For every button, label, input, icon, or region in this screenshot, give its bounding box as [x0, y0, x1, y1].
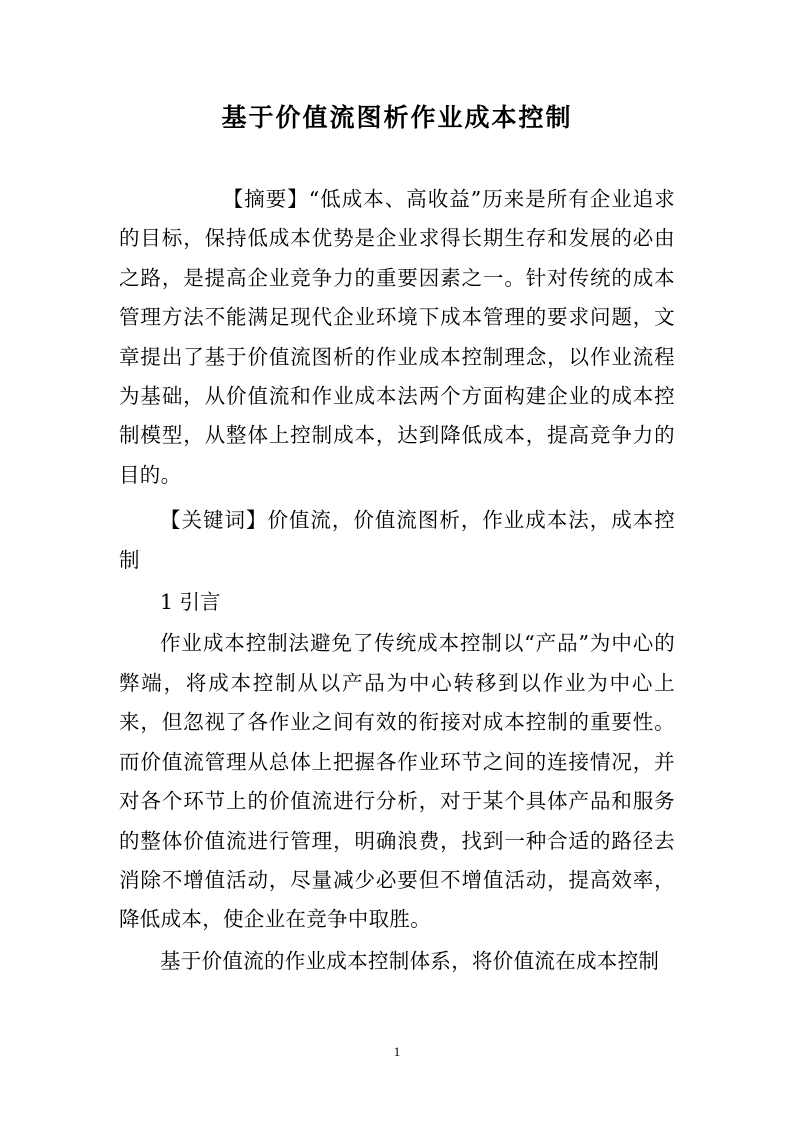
- body-paragraph-2: 基于价值流的作业成本控制体系，将价值流在成本控制: [160, 948, 660, 973]
- document-title: 基于价值流图析作业成本控制: [221, 103, 573, 132]
- body-paragraph-1: 作业成本控制法避免了传统成本控制以“产品”为中心的弊端，将成本控制从以产品为中心转移到以作业为中心上来，但忽视了各作业之间有效的衔接对成本控制的重要性。而价值流管理从总体上把握各作业环节之间的连接情况，并对各个环节上的价值流进行分析，对于某个具体产品和服务的整体价值流进行管理，明确浪费，找到一种合适的路径去消除不增值活动，尽量减少必要但不增值活动，提高效率，降低成本，使企业在竞争中取胜。: [119, 631, 675, 932]
- abstract-label: 【摘要】: [222, 187, 309, 211]
- abstract-line1: “低成本、高收益”历来是所有企业追: [308, 187, 655, 211]
- abstract-text: 求的目标，保持低成本优势是企业求得长期生存和发展的必由之路，是提高企业竞争力的重要因素之一。针对传统的成本管理方法不能满足现代企业环境下成本管理的要求问题，文章提出了基于价值流图析的作业成本控制理念，以作业流程为基础，从价值流和作业成本法两个方面构建企业的成本控制模型，从整体上控制成本，达到降低成本，提高竞争力的目的。: [119, 187, 676, 487]
- document-body: [119, 180, 675, 981]
- keywords-paragraph: [119, 501, 675, 580]
- keywords-text: 价值流，价值流图析，作业成本法，成本控制: [119, 508, 675, 572]
- section-heading: 1 引言: [160, 590, 221, 615]
- keywords-label: 【关键词】: [160, 508, 268, 533]
- abstract-paragraph: [119, 180, 675, 495]
- page-number: 1: [393, 1044, 401, 1059]
